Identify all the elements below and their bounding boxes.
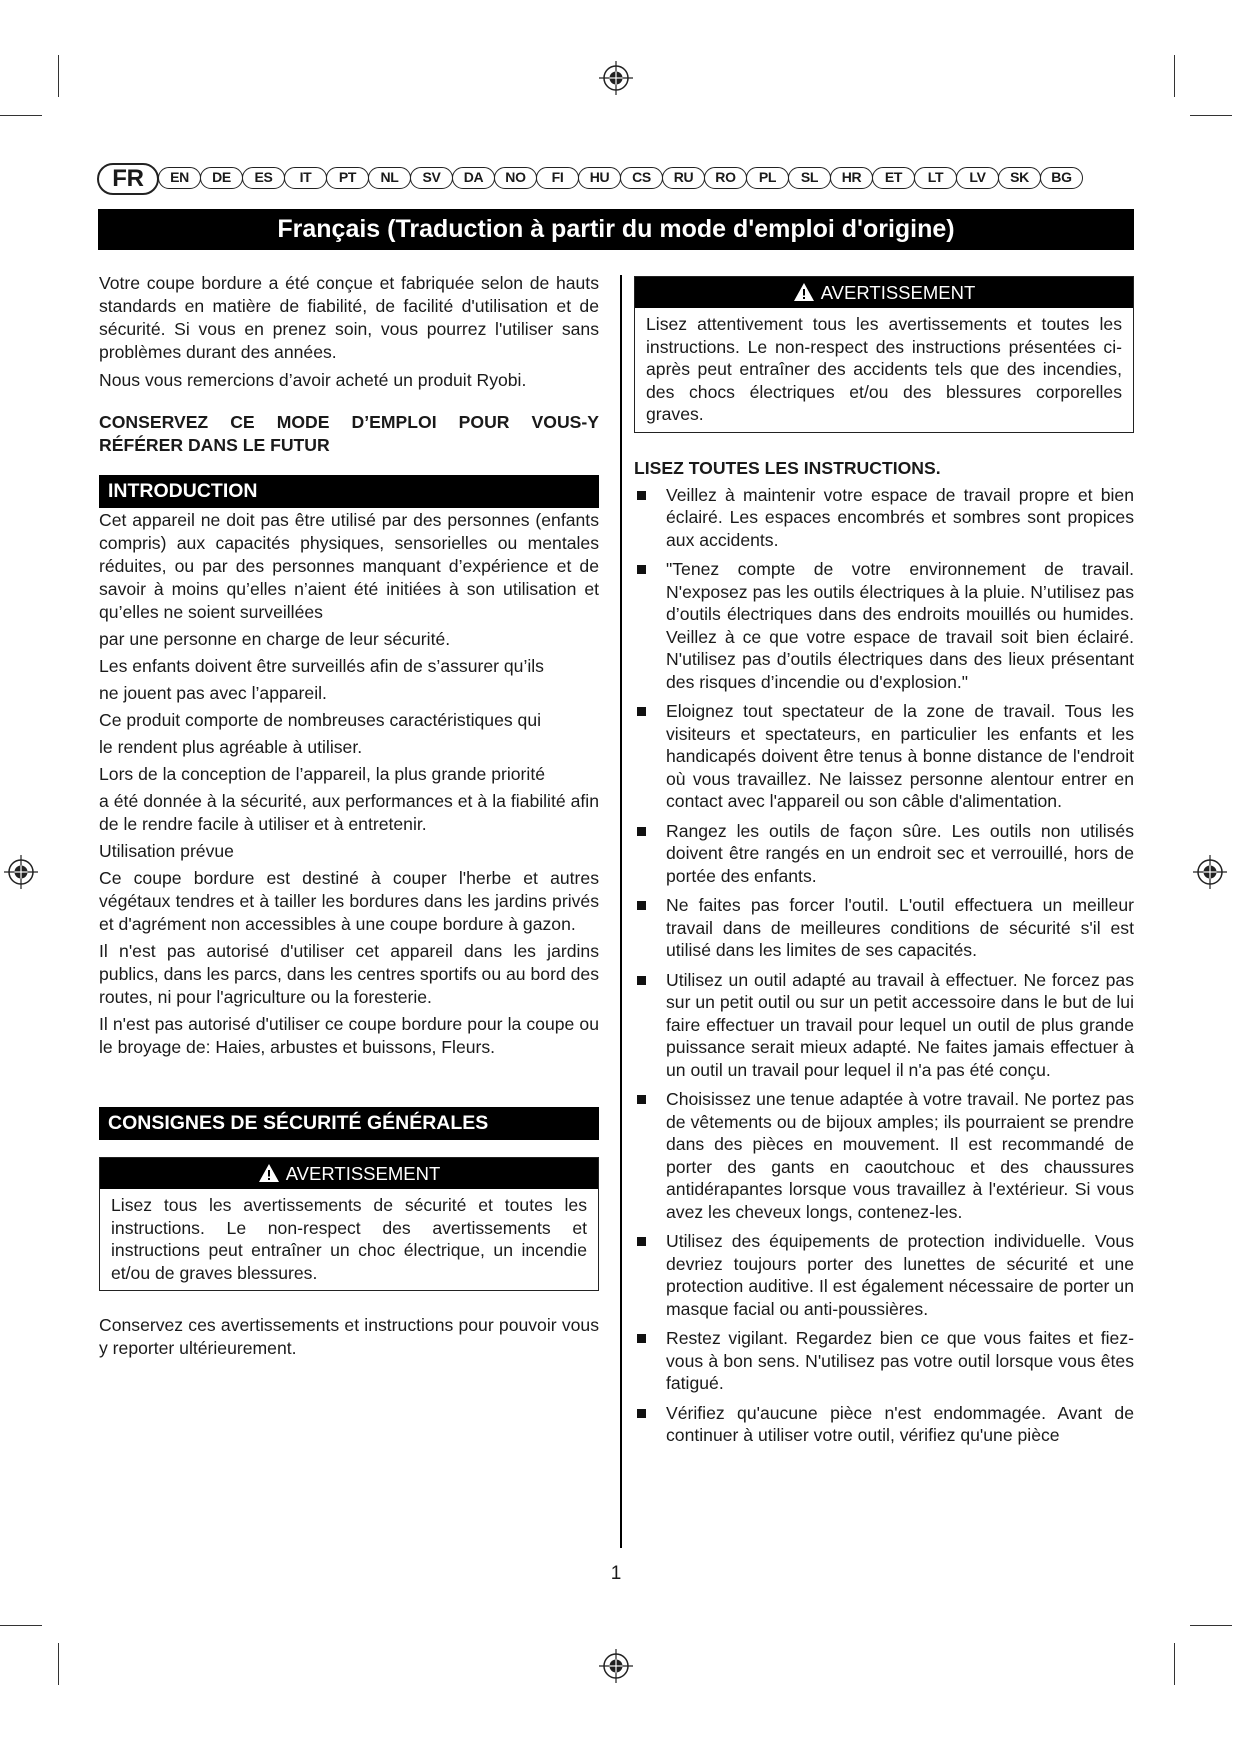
crop-mark xyxy=(58,1643,59,1685)
page-number: 1 xyxy=(610,1563,622,1584)
safety-bullet-item xyxy=(634,700,1134,813)
left-column xyxy=(99,272,599,1360)
square-bullet-icon xyxy=(637,1237,646,1246)
crop-mark xyxy=(1174,55,1175,97)
safety-bullet-item xyxy=(634,969,1134,1082)
safety-bullet-item xyxy=(634,894,1134,962)
warning-header xyxy=(635,277,1133,308)
introduction-paragraph: Cet appareil ne doit pas être utilisé par des personnes (enfants compris) aux capacités physiques, sensorielles ou mentales réduites, ou par des personnes manquant d’expérience et de savoir à moins qu’elles n’aient été initiées à son utilisation et qu’elles ne soient surveillées xyxy=(99,510,599,622)
language-tab-pl[interactable]: PL xyxy=(746,167,789,189)
language-tab-lt[interactable]: LT xyxy=(914,167,957,189)
language-tab-et[interactable]: ET xyxy=(872,167,915,189)
introduction-paragraph: a été donnée à la sécurité, aux performances et à la fiabilité afin de le rendre facile à utiliser et à entretenir. xyxy=(99,791,599,834)
introduction-paragraph: Les enfants doivent être surveillés afin de s’assurer qu’ils xyxy=(99,656,544,676)
introduction-paragraph: par une personne en charge de leur sécurité. xyxy=(99,629,451,649)
registration-mark-icon xyxy=(4,855,38,889)
crop-mark xyxy=(0,115,42,116)
safety-bullet-item xyxy=(634,1402,1134,1447)
safety-bullet-text: Utilisez un outil adapté au travail à effectuer. Ne forcez pas sur un petit outil ou sur un petit accessoire dans le but de lui faire effectuer un travail pour lequel un outil de plus grande puissance serait mieux adapté. Ne faites jamais effectuer à un outil un travail pour lequel il n'a pas été conçu. xyxy=(666,969,1134,1080)
language-tab-lv[interactable]: LV xyxy=(956,167,999,189)
crop-mark xyxy=(0,1625,42,1626)
introduction-paragraph: Il n'est pas autorisé d'utiliser ce coupe bordure pour la coupe ou le broyage de: Haies, arbustes et buissons, Fleurs. xyxy=(99,1014,599,1057)
language-tab-ro[interactable]: RO xyxy=(704,167,747,189)
language-tab-cs[interactable]: CS xyxy=(620,167,663,189)
language-tab-hu[interactable]: HU xyxy=(578,167,621,189)
safety-bullet-item xyxy=(634,1327,1134,1395)
language-tab-es[interactable]: ES xyxy=(242,167,285,189)
safety-bullet-text: "Tenez compte de votre environnement de travail. N'exposez pas les outils électriques à la pluie. N’utilisez pas d’outils électriques dans des endroits mouillés ou humides. Veillez à ce que votre espace de travail soit bien éclairé. N'utilisez pas d’outils électriques dans des lieux présentant des risques d’incendie ou d'explosion." xyxy=(666,559,1134,692)
introduction-paragraph: Lors de la conception de l’appareil, la plus grande priorité xyxy=(99,764,545,784)
language-tab-fr[interactable]: FR xyxy=(97,163,159,195)
warning-header xyxy=(100,1158,598,1189)
intro-paragraph: Votre coupe bordure a été conçue et fabriquée selon de hauts standards en matière de fiabilité, de facilité d'utilisation et de sécurité. Si vous en prenez soin, vous pourrez l'utiliser sans problèmes durant des années. xyxy=(99,273,599,362)
safety-heading: CONSIGNES DE SÉCURITÉ GÉNÉRALES xyxy=(99,1107,599,1140)
safety-bullet-text: Ne faites pas forcer l'outil. L'outil effectuera un meilleur travail dans de meilleures conditions de sécurité s'il est utilisé dans les limites de ses capacités. xyxy=(666,895,1134,960)
keep-manual-notice: CONSERVEZ CE MODE D’EMPLOI POUR VOUS-Y RÉFÉRER DANS LE FUTUR xyxy=(99,412,599,455)
intro-paragraph: Nous vous remercions d’avoir acheté un produit Ryobi. xyxy=(99,370,527,390)
introduction-paragraph: Il n'est pas autorisé d'utiliser cet appareil dans les jardins publics, dans les parcs, dans les centres sportifs ou au bord des routes, ni pour l'agriculture ou la foresterie. xyxy=(99,941,599,1007)
square-bullet-icon xyxy=(637,1095,646,1104)
safety-bullet-item xyxy=(634,1088,1134,1223)
crop-mark xyxy=(1190,115,1232,116)
introduction-paragraph: Ce produit comporte de nombreuses caractéristiques qui xyxy=(99,710,542,730)
safety-bullet-item xyxy=(634,820,1134,888)
crop-mark xyxy=(1174,1643,1175,1685)
language-tab-no[interactable]: NO xyxy=(494,167,537,189)
language-tab-bg[interactable]: BG xyxy=(1040,167,1083,189)
registration-mark-icon xyxy=(599,61,633,95)
warning-text: Lisez attentivement tous les avertissements et toutes les instructions. Le non-respect des instructions présentées ci-après peut entraîner des accidents tels que des incendies, des chocs électriques et/ou des blessures corporelles graves. xyxy=(646,314,1122,424)
introduction-paragraph: Utilisation prévue xyxy=(99,841,234,861)
square-bullet-icon xyxy=(637,901,646,910)
language-tab-pt[interactable]: PT xyxy=(326,167,369,189)
introduction-body xyxy=(99,509,599,1059)
language-tabs xyxy=(97,163,1133,193)
introduction-paragraph: le rendent plus agréable à utiliser. xyxy=(99,737,363,757)
registration-mark-icon xyxy=(1193,855,1227,889)
language-tab-hr[interactable]: HR xyxy=(830,167,873,189)
safety-bullet-text: Eloignez tout spectateur de la zone de travail. Tous les visiteurs et spectateurs, en particulier les enfants et les handicapés doivent être tenus à bonne distance de l'endroit où vous travaillez. Ne laissez personne alentour entrer en contact avec l'appareil ou son câble d'alimentation. xyxy=(666,701,1134,811)
safety-bullet-list xyxy=(634,484,1134,1447)
warning-text: Lisez tous les avertissements de sécurité et toutes les instructions. Le non-respect des avertissements et instructions peut entraîner un choc électrique, un incendie et/ou de graves blessures. xyxy=(111,1195,587,1283)
safety-bullet-text: Veillez à maintenir votre espace de travail propre et bien éclairé. Les espaces encombrés et sombres sont propices aux accidents. xyxy=(666,484,1134,550)
square-bullet-icon xyxy=(637,1334,646,1343)
language-tab-sk[interactable]: SK xyxy=(998,167,1041,189)
language-tab-nl[interactable]: NL xyxy=(368,167,411,189)
warning-box xyxy=(634,276,1134,433)
warning-triangle-icon xyxy=(258,1163,280,1183)
square-bullet-icon xyxy=(637,827,646,836)
safety-bullet-text: Choisissez une tenue adaptée à votre travail. Ne portez pas de vêtements ou de bijoux amples; ils pourraient se prendre dans des pièces en mouvement. Il est recommandé de porter des gants en caoutchouc et des chaussures antidérapantes lorsque vous travaillez à l'extérieur. Si vous avez les cheveux longs, contenez-les. xyxy=(666,1089,1134,1222)
registration-mark-icon xyxy=(599,1649,633,1683)
crop-mark xyxy=(58,55,59,97)
square-bullet-icon xyxy=(637,707,646,716)
safety-bullet-text: Utilisez des équipements de protection individuelle. Vous devriez toujours porter des lunettes de sécurité et une protection auditive. Il est également nécessaire de porter un masque facial ou anti-poussières. xyxy=(666,1231,1134,1319)
right-column xyxy=(634,276,1134,1454)
language-tab-de[interactable]: DE xyxy=(200,167,243,189)
language-tab-fi[interactable]: FI xyxy=(536,167,579,189)
page-title: Français (Traduction à partir du mode d'emploi d'origine) xyxy=(98,209,1134,250)
warning-label: AVERTISSEMENT xyxy=(285,1163,441,1184)
read-all-heading: LISEZ TOUTES LES INSTRUCTIONS. xyxy=(634,457,941,478)
safety-bullet-text: Vérifiez qu'aucune pièce n'est endommagée. Avant de continuer à utiliser votre outil, vérifiez qu'une pièce xyxy=(666,1402,1134,1445)
language-tab-ru[interactable]: RU xyxy=(662,167,705,189)
warning-box xyxy=(99,1157,599,1291)
introduction-heading: INTRODUCTION xyxy=(99,475,599,508)
language-tab-sl[interactable]: SL xyxy=(788,167,831,189)
language-tab-en[interactable]: EN xyxy=(158,167,201,189)
safety-bullet-item xyxy=(634,558,1134,693)
square-bullet-icon xyxy=(637,565,646,574)
square-bullet-icon xyxy=(637,1409,646,1418)
square-bullet-icon xyxy=(637,976,646,985)
warning-label: AVERTISSEMENT xyxy=(820,282,976,303)
safety-bullet-item xyxy=(634,1230,1134,1320)
safety-bullet-text: Restez vigilant. Regardez bien ce que vous faites et fiez-vous à bon sens. N'utilisez pas votre outil lorsque vous êtes fatigué. xyxy=(666,1328,1134,1393)
warning-triangle-icon xyxy=(793,282,815,302)
column-divider xyxy=(620,275,622,1548)
square-bullet-icon xyxy=(637,491,646,500)
introduction-paragraph: Ce coupe bordure est destiné à couper l'herbe et autres végétaux tendres et à tailler les bordures dans les jardins privés et d'agrément non accessibles à une coupe bordure à gazon. xyxy=(99,868,599,934)
safety-bullet-item xyxy=(634,484,1134,552)
introduction-paragraph: ne jouent pas avec l’appareil. xyxy=(99,683,327,703)
language-tab-da[interactable]: DA xyxy=(452,167,495,189)
keep-warnings-notice: Conservez ces avertissements et instructions pour pouvoir vous y reporter ultérieurement. xyxy=(99,1315,599,1358)
crop-mark xyxy=(1190,1625,1232,1626)
language-tab-it[interactable]: IT xyxy=(284,167,327,189)
language-tab-sv[interactable]: SV xyxy=(410,167,453,189)
safety-bullet-text: Rangez les outils de façon sûre. Les outils non utilisés doivent être rangés en un endroit sec et verrouillé, hors de portée des enfants. xyxy=(666,820,1134,886)
